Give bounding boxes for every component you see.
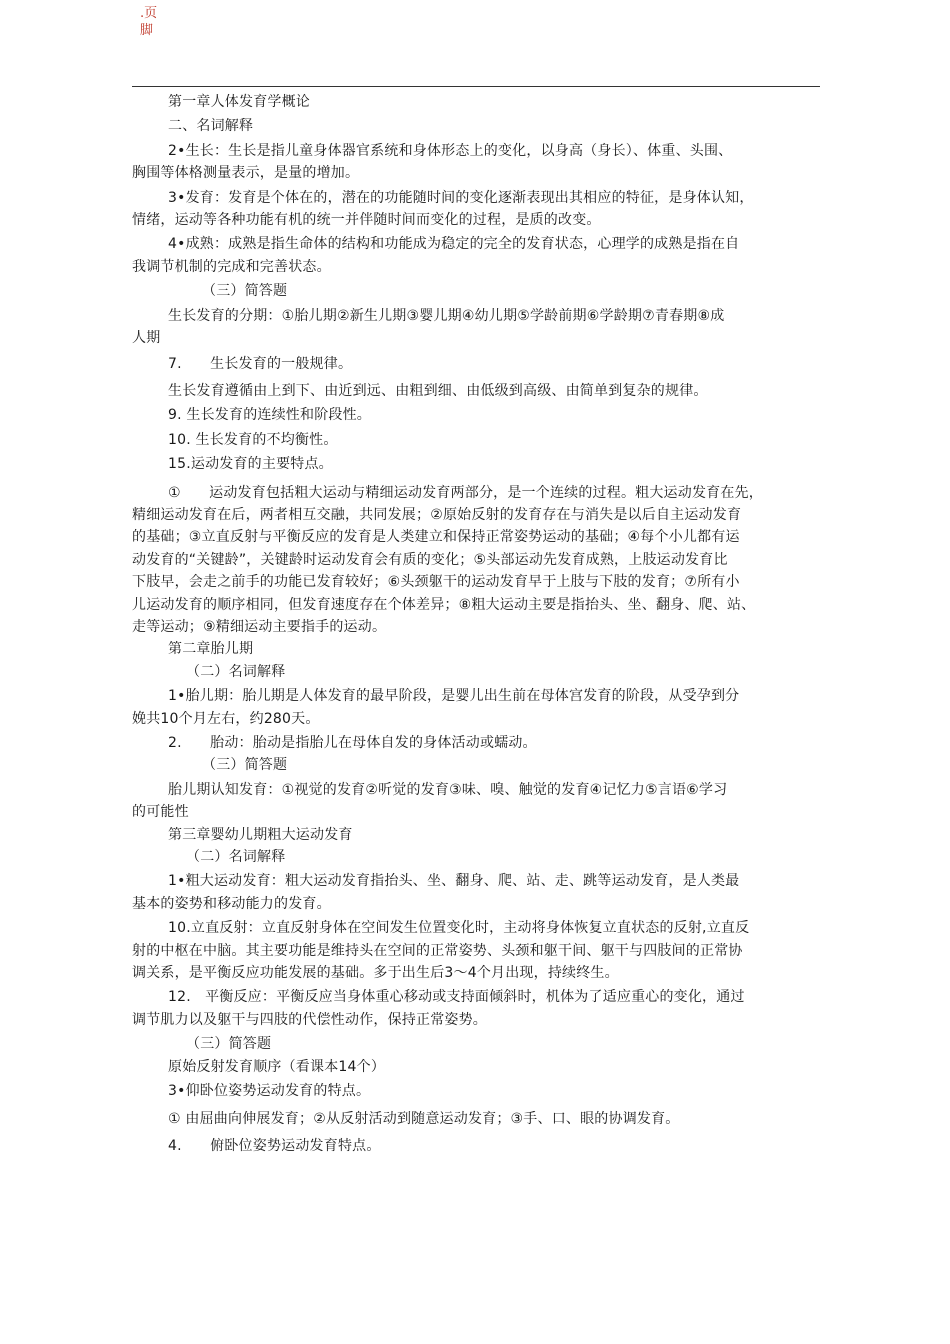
text-line: 调节肌力以及躯干与四肢的代偿性动作，保持正常姿势。 — [132, 1011, 487, 1028]
text-line: 二、名词解释 — [168, 118, 254, 135]
header-mark: .页脚 — [140, 6, 158, 38]
text-line: 胎儿期认知发育：①视觉的发育②听觉的发育③味、嗅、触觉的发育④记忆力⑤言语⑥学习 — [168, 781, 728, 798]
document-body — [132, 91, 827, 1157]
text-line: 1•粗大运动发育：粗大运动发育指抬头、坐、翻身、爬、站、走、跳等运动发育，是人类最 — [168, 873, 740, 890]
text-line: （二）名词解释 — [186, 663, 286, 680]
text-line: 1•胎儿期：胎儿期是人体发育的最早阶段，是婴儿出生前在母体宫发育的阶段，从受孕到分 — [168, 688, 740, 705]
text-line: （三）简答题 — [202, 283, 288, 300]
text-line: ① 运动发育包括粗大运动与精细运动发育两部分，是一个连续的过程。粗大运动发育在先， — [168, 484, 763, 501]
text-line: 10.立直反射：立直反射身体在空间发生位置变化时，主动将身体恢复立直状态的反射,立直反 — [168, 920, 750, 937]
text-line: 原始反射发育顺序（看课本14个） — [168, 1058, 386, 1075]
text-line: 7. 生长发育的一般规律。 — [168, 356, 353, 373]
text-line: 动发育的“关键龄”，关键龄时运动发育会有质的变化；⑤头部运动先发育成熟，上肢运动发育比 — [132, 551, 728, 568]
text-line: 2•生长：生长是指儿童身体器官系统和身体形态上的变化，以身高（身长）、体重、头围、 — [168, 142, 733, 159]
text-line: 3•发育：发育是个体在的，潜在的功能随时间的变化逐渐表现出其相应的特征，是身体认知， — [168, 189, 754, 206]
text-line: 射的中枢在中脑。其主要功能是维持头在空间的正常姿势、头颈和躯干间、躯干与四肢间的正常协 — [132, 942, 743, 959]
text-line: 第二章胎儿期 — [168, 641, 254, 658]
text-line: （三）简答题 — [186, 1036, 272, 1053]
text-line: 15.运动发育的主要特点。 — [168, 456, 333, 473]
text-line: 生长发育遵循由上到下、由近到远、由粗到细、由低级到高级、由简单到复杂的规律。 — [168, 382, 708, 399]
text-line: 情绪，运动等各种功能有机的统一并伴随时间而变化的过程，是质的改变。 — [132, 212, 601, 229]
text-line: 人期 — [132, 330, 161, 347]
text-line: 3•仰卧位姿势运动发育的特点。 — [168, 1083, 371, 1100]
text-line: 精细运动发育在后，两者相互交融，共同发展；②原始反射的发育存在与消失是以后自主运动发育 — [132, 506, 742, 523]
text-line: 我调节机制的完成和完善状态。 — [132, 258, 331, 275]
text-line: 2. 胎动：胎动是指胎儿在母体自发的身体活动或蠕动。 — [168, 734, 537, 751]
text-line: 第一章人体发育学概论 — [168, 94, 310, 110]
text-line: 的基础；③立直反射与平衡反应的发育是人类建立和保持正常姿势运动的基础；④每个小儿都有运 — [132, 529, 740, 546]
text-line: 4. 俯卧位姿势运动发育特点。 — [168, 1137, 381, 1154]
text-line: 走等运动；⑨精细运动主要指手的运动。 — [132, 618, 387, 635]
text-line: 调关系，是平衡反应功能发展的基础。多于出生后3〜4个月出现，持续终生。 — [132, 965, 619, 982]
text-line: 的可能性 — [132, 804, 189, 821]
text-line: 基本的姿势和移动能力的发育。 — [132, 895, 331, 912]
text-line: （三）简答题 — [202, 757, 288, 774]
text-line: 下肢早，会走之前手的功能已发育较好；⑥头颈躯干的运动发育早于上肢与下肢的发育；⑦所有小 — [132, 574, 740, 591]
text-line: 娩共10个月左右，约280天。 — [132, 710, 320, 727]
text-line: 9. 生长发育的连续性和阶段性。 — [168, 407, 372, 424]
text-line: 第三章婴幼儿期粗大运动发育 — [168, 826, 353, 843]
text-line: ① 由屈曲向伸展发育；②从反射活动到随意运动发育；③手、口、眼的协调发育。 — [168, 1111, 680, 1128]
header-divider — [132, 86, 820, 87]
text-line: （二）名词解释 — [186, 849, 286, 865]
text-line: 儿运动发育的顺序相同，但发育速度存在个体差异；⑧粗大运动主要是指抬头、坐、翻身、爬、站、 — [132, 596, 756, 613]
text-line: 12. 平衡反应：平衡反应当身体重心移动或支持面倾斜时，机体为了适应重心的变化，通过 — [168, 989, 745, 1006]
text-line: 生长发育的分期：①胎儿期②新生儿期③婴儿期④幼儿期⑤学龄前期⑥学龄期⑦青春期⑧成 — [168, 307, 725, 324]
text-line: 胸围等体格测量表示，是量的增加。 — [132, 165, 360, 182]
text-line: 4•成熟：成熟是指生命体的结构和功能成为稳定的完全的发育状态，心理学的成熟是指在自 — [168, 236, 740, 253]
text-line: 10. 生长发育的不均衡性。 — [168, 431, 338, 448]
